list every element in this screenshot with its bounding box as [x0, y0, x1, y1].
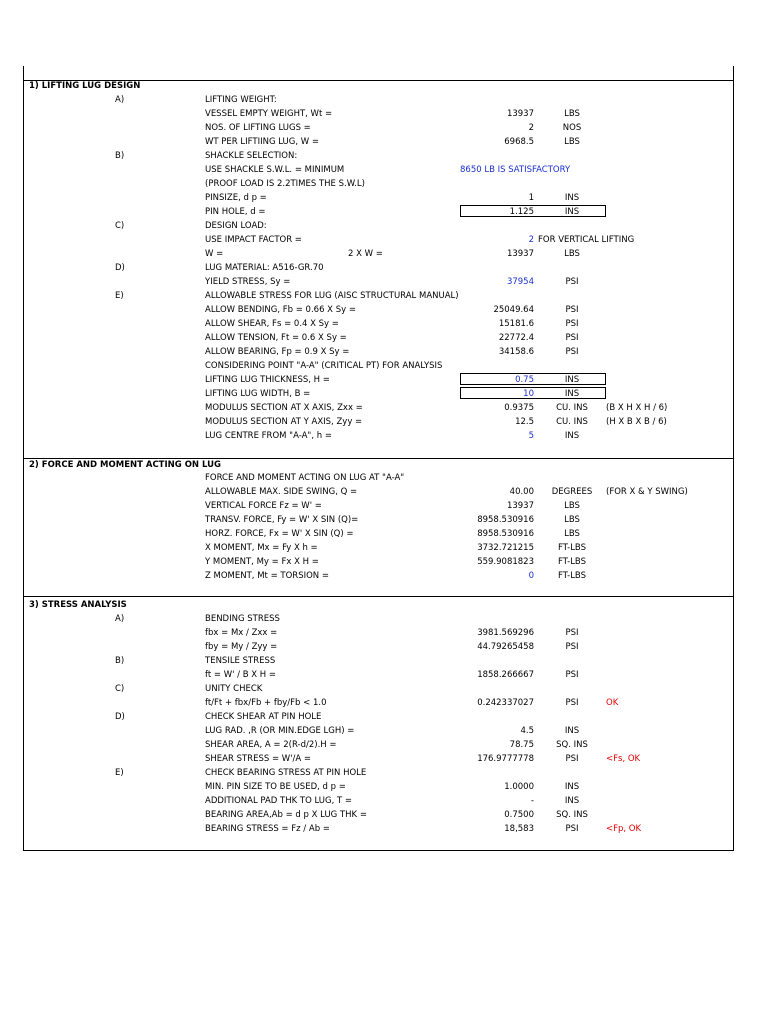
item-heading: SHACKLE SELECTION: — [205, 151, 298, 161]
section-1-header-row — [0, 79, 768, 93]
allow-shear-value: 15181.6 — [498, 319, 534, 329]
lug-width-unit: INS — [564, 389, 580, 399]
lug-width-value: 10 — [523, 389, 534, 399]
bearing-area-unit: SQ. INS — [556, 810, 588, 820]
vessel-weight-unit: LBS — [564, 109, 580, 119]
vertical-force-unit: LBS — [564, 501, 580, 511]
item-letter: E) — [115, 768, 124, 778]
fby-label: fby = My / Zyy = — [205, 642, 278, 652]
row-unity — [0, 696, 768, 710]
item-letter: D) — [115, 263, 125, 273]
y-moment-label: Y MOMENT, My = Fx X H = — [205, 557, 319, 567]
section-divider-2 — [23, 596, 734, 597]
zyy-formula: (H X B X B / 6) — [606, 417, 667, 427]
item-heading: UNITY CHECK — [205, 684, 263, 694]
pad-thk-label: ADDITIONAL PAD THK TO LUG, T = — [205, 796, 353, 806]
allow-bearing-label: ALLOW BEARING, Fp = 0.9 X Sy = — [205, 347, 350, 357]
x-moment-value: 3732.721215 — [477, 543, 534, 553]
bearing-stress-unit: PSI — [565, 824, 579, 834]
impact-factor-label: USE IMPACT FACTOR = — [205, 235, 302, 245]
fbx-label: fbx = Mx / Zxx = — [205, 628, 278, 638]
zyy-unit: CU. INS — [556, 417, 588, 427]
item-letter: D) — [115, 712, 125, 722]
row-bending-stress — [0, 612, 768, 626]
unity-value: 0.242337027 — [477, 698, 534, 708]
side-swing-unit: DEGREES — [551, 487, 593, 497]
critical-point-note: CONSIDERING POINT "A-A" (CRITICAL PT) FOR ANALYSIS — [205, 361, 443, 371]
bearing-stress-status: <Fp, OK — [606, 824, 642, 834]
min-pin-value: 1.0000 — [504, 782, 534, 792]
pin-hole-unit: INS — [564, 207, 580, 217]
allow-tension-value: 22772.4 — [498, 333, 534, 343]
horizontal-force-unit: LBS — [564, 529, 580, 539]
row-allowable-stress — [0, 289, 768, 303]
row-nos-lugs — [0, 121, 768, 135]
row-vessel-weight — [0, 107, 768, 121]
row-bearing-area — [0, 808, 768, 822]
shear-stress-status: <Fs, OK — [606, 754, 641, 764]
unity-status: OK — [606, 698, 619, 708]
item-letter: C) — [115, 221, 125, 231]
item-heading: LUG MATERIAL: A516-GR.70 — [205, 263, 324, 273]
shear-area-value: 78.75 — [509, 740, 534, 750]
row-critical-point — [0, 359, 768, 373]
zyy-label: MODULUS SECTION AT Y AXIS, Zyy = — [205, 417, 363, 427]
lug-centre-value: 5 — [528, 431, 534, 441]
row-allow-bearing — [0, 345, 768, 359]
row-force-moment-heading — [0, 471, 768, 485]
allow-bending-label: ALLOW BENDING, Fb = 0.66 X Sy = — [205, 305, 356, 315]
row-wt-per-lug — [0, 135, 768, 149]
row-bearing-stress — [0, 822, 768, 836]
item-heading: CHECK SHEAR AT PIN HOLE — [205, 712, 322, 722]
side-swing-label: ALLOWABLE MAX. SIDE SWING, Q = — [205, 487, 358, 497]
horizontal-force-value: 8958.530916 — [477, 529, 534, 539]
allow-shear-unit: PSI — [565, 319, 579, 329]
vertical-force-label: VERTICAL FORCE Fz = W' = — [205, 501, 322, 511]
lug-radius-value: 4.5 — [520, 726, 534, 736]
row-design-load — [0, 219, 768, 233]
lug-thickness-value: 0.75 — [515, 375, 534, 385]
pad-thk-unit: INS — [564, 796, 580, 806]
row-lug-thickness — [0, 373, 768, 387]
wt-per-lug-value: 6968.5 — [504, 137, 534, 147]
force-moment-heading: FORCE AND MOMENT ACTING ON LUG AT "A-A" — [205, 473, 405, 483]
frame-bottom — [23, 850, 734, 851]
fby-unit: PSI — [565, 642, 579, 652]
zxx-unit: CU. INS — [556, 403, 588, 413]
row-yield-stress — [0, 275, 768, 289]
swl-label: USE SHACKLE S.W.L. = MINIMUM — [205, 165, 345, 175]
row-side-swing — [0, 485, 768, 499]
row-pad-thk — [0, 794, 768, 808]
row-x-moment — [0, 541, 768, 555]
row-shear-check — [0, 710, 768, 724]
row-shackle-selection — [0, 149, 768, 163]
pinsize-value: 1 — [528, 193, 534, 203]
design-w-unit: LBS — [564, 249, 580, 259]
pin-hole-value: 1.125 — [509, 207, 534, 217]
lug-thickness-label: LIFTING LUG THICKNESS, H = — [205, 375, 330, 385]
vessel-weight-label: VESSEL EMPTY WEIGHT, Wt = — [205, 109, 333, 119]
lug-radius-label: LUG RAD. ,R (OR MIN.EDGE LGH) = — [205, 726, 355, 736]
row-bearing-check — [0, 766, 768, 780]
item-letter: C) — [115, 684, 125, 694]
item-heading: BENDING STRESS — [205, 614, 280, 624]
wt-per-lug-unit: LBS — [564, 137, 580, 147]
transverse-force-unit: LBS — [564, 515, 580, 525]
side-swing-note: (FOR X & Y SWING) — [606, 487, 688, 497]
lug-thickness-unit: INS — [564, 375, 580, 385]
row-fbx — [0, 626, 768, 640]
y-moment-unit: FT-LBS — [557, 557, 587, 567]
allow-bending-value: 25049.64 — [493, 305, 534, 315]
swl-value: 8650 LB IS SATISFACTORY — [460, 165, 571, 175]
bearing-stress-label: BEARING STRESS = Fz / Ab = — [205, 824, 330, 834]
row-shackle-swl — [0, 163, 768, 177]
row-impact-factor — [0, 233, 768, 247]
allow-shear-label: ALLOW SHEAR, Fs = 0.4 X Sy = — [205, 319, 339, 329]
top-left-edge — [23, 66, 24, 80]
row-proof-load — [0, 177, 768, 191]
pinsize-label: PINSIZE, d p = — [205, 193, 267, 203]
row-pinsize — [0, 191, 768, 205]
unity-label: ft/Ft + fbx/Fb + fby/Fb < 1.0 — [205, 698, 327, 708]
ft-label: ft = W' / B X H = — [205, 670, 276, 680]
vertical-force-value: 13937 — [506, 501, 534, 511]
row-zxx — [0, 401, 768, 415]
row-vertical-force — [0, 499, 768, 513]
row-lug-centre — [0, 429, 768, 443]
impact-factor-note: FOR VERTICAL LIFTING — [538, 235, 635, 245]
side-swing-value: 40.00 — [509, 487, 534, 497]
section-2-header-row — [0, 458, 768, 472]
zxx-label: MODULUS SECTION AT X AXIS, Zxx = — [205, 403, 363, 413]
nos-lugs-value: 2 — [528, 123, 534, 133]
allow-tension-label: ALLOW TENSION, Ft = 0.6 X Sy = — [205, 333, 347, 343]
nos-lugs-label: NOS. OF LIFTING LUGS = — [205, 123, 311, 133]
min-pin-unit: INS — [564, 782, 580, 792]
fbx-value: 3981.569296 — [477, 628, 534, 638]
row-transverse-force — [0, 513, 768, 527]
design-w-label: W = — [205, 249, 224, 259]
allow-bearing-value: 34158.6 — [498, 347, 534, 357]
row-lifting-weight — [0, 93, 768, 107]
row-unity-check — [0, 682, 768, 696]
shear-stress-value: 176.9777778 — [477, 754, 534, 764]
row-design-w — [0, 247, 768, 261]
lug-radius-unit: INS — [564, 726, 580, 736]
section-3-title: 3) STRESS ANALYSIS — [29, 600, 127, 610]
transverse-force-value: 8958.530916 — [477, 515, 534, 525]
x-moment-label: X MOMENT, Mx = Fy X h = — [205, 543, 318, 553]
yield-stress-value: 37954 — [506, 277, 534, 287]
item-heading: TENSILE STRESS — [205, 656, 276, 666]
shear-area-label: SHEAR AREA, A = 2(R-d/2).H = — [205, 740, 337, 750]
wt-per-lug-label: WT PER LIFTIING LUG, W = — [205, 137, 319, 147]
item-letter: A) — [115, 614, 125, 624]
row-pin-hole — [0, 205, 768, 219]
nos-lugs-unit: NOS — [562, 123, 582, 133]
shear-stress-label: SHEAR STRESS = W'/A = — [205, 754, 312, 764]
row-y-moment — [0, 555, 768, 569]
row-allow-shear — [0, 317, 768, 331]
row-shear-area — [0, 738, 768, 752]
item-heading: ALLOWABLE STRESS FOR LUG (AISC STRUCTURAL MANUAL) — [205, 291, 459, 301]
proof-load-note: (PROOF LOAD IS 2.2TIMES THE S.W.L) — [205, 179, 365, 189]
unity-unit: PSI — [565, 698, 579, 708]
row-allow-bending — [0, 303, 768, 317]
x-moment-unit: FT-LBS — [557, 543, 587, 553]
design-w-formula: 2 X W = — [348, 249, 383, 259]
row-lug-radius — [0, 724, 768, 738]
lug-centre-unit: INS — [564, 431, 580, 441]
row-lug-width — [0, 387, 768, 401]
horizontal-force-label: HORZ. FORCE, Fx = W' X SIN (Q) = — [205, 529, 354, 539]
min-pin-label: MIN. PIN SIZE TO BE USED, d p = — [205, 782, 346, 792]
pin-hole-label: PIN HOLE, d = — [205, 207, 266, 217]
fby-value: 44.79265458 — [477, 642, 534, 652]
transverse-force-label: TRANSV. FORCE, Fy = W' X SIN (Q)= — [205, 515, 359, 525]
row-lug-material — [0, 261, 768, 275]
row-shear-stress — [0, 752, 768, 766]
pad-thk-value: - — [530, 796, 534, 806]
fbx-unit: PSI — [565, 628, 579, 638]
zyy-value: 12.5 — [515, 417, 534, 427]
pinsize-unit: INS — [564, 193, 580, 203]
impact-factor-value: 2 — [528, 235, 534, 245]
z-moment-unit: FT-LBS — [557, 571, 587, 581]
design-w-value: 13937 — [506, 249, 534, 259]
zxx-value: 0.9375 — [504, 403, 534, 413]
bearing-stress-value: 18,583 — [504, 824, 534, 834]
lug-width-label: LIFTING LUG WIDTH, B = — [205, 389, 311, 399]
allow-bending-unit: PSI — [565, 305, 579, 315]
section-2-title: 2) FORCE AND MOMENT ACTING ON LUG — [29, 460, 221, 470]
row-min-pin — [0, 780, 768, 794]
item-letter: A) — [115, 95, 125, 105]
z-moment-value: 0 — [528, 571, 534, 581]
item-heading: CHECK BEARING STRESS AT PIN HOLE — [205, 768, 367, 778]
section-1-title: 1) LIFTING LUG DESIGN — [29, 81, 141, 91]
row-tensile-stress — [0, 654, 768, 668]
shear-stress-unit: PSI — [565, 754, 579, 764]
row-fby — [0, 640, 768, 654]
ft-value: 1858.266667 — [477, 670, 534, 680]
ft-unit: PSI — [565, 670, 579, 680]
row-z-moment — [0, 569, 768, 583]
section-3-header-row — [0, 598, 768, 612]
row-horizontal-force — [0, 527, 768, 541]
yield-stress-unit: PSI — [565, 277, 579, 287]
item-heading: LIFTING WEIGHT: — [205, 95, 277, 105]
lug-centre-label: LUG CENTRE FROM "A-A", h = — [205, 431, 332, 441]
z-moment-label: Z MOMENT, Mt = TORSION = — [205, 571, 329, 581]
zxx-formula: (B X H X H / 6) — [606, 403, 668, 413]
top-right-edge — [733, 66, 734, 80]
vessel-weight-value: 13937 — [506, 109, 534, 119]
row-ft — [0, 668, 768, 682]
item-letter: E) — [115, 291, 124, 301]
item-letter: B) — [115, 656, 125, 666]
item-letter: B) — [115, 151, 125, 161]
allow-tension-unit: PSI — [565, 333, 579, 343]
yield-stress-label: YIELD STRESS, Sy = — [205, 277, 291, 287]
y-moment-value: 559.9081823 — [477, 557, 534, 567]
bearing-area-value: 0.7500 — [504, 810, 534, 820]
item-heading: DESIGN LOAD: — [205, 221, 267, 231]
row-allow-tension — [0, 331, 768, 345]
shear-area-unit: SQ. INS — [556, 740, 588, 750]
allow-bearing-unit: PSI — [565, 347, 579, 357]
row-zyy — [0, 415, 768, 429]
bearing-area-label: BEARING AREA,Ab = d p X LUG THK = — [205, 810, 367, 820]
